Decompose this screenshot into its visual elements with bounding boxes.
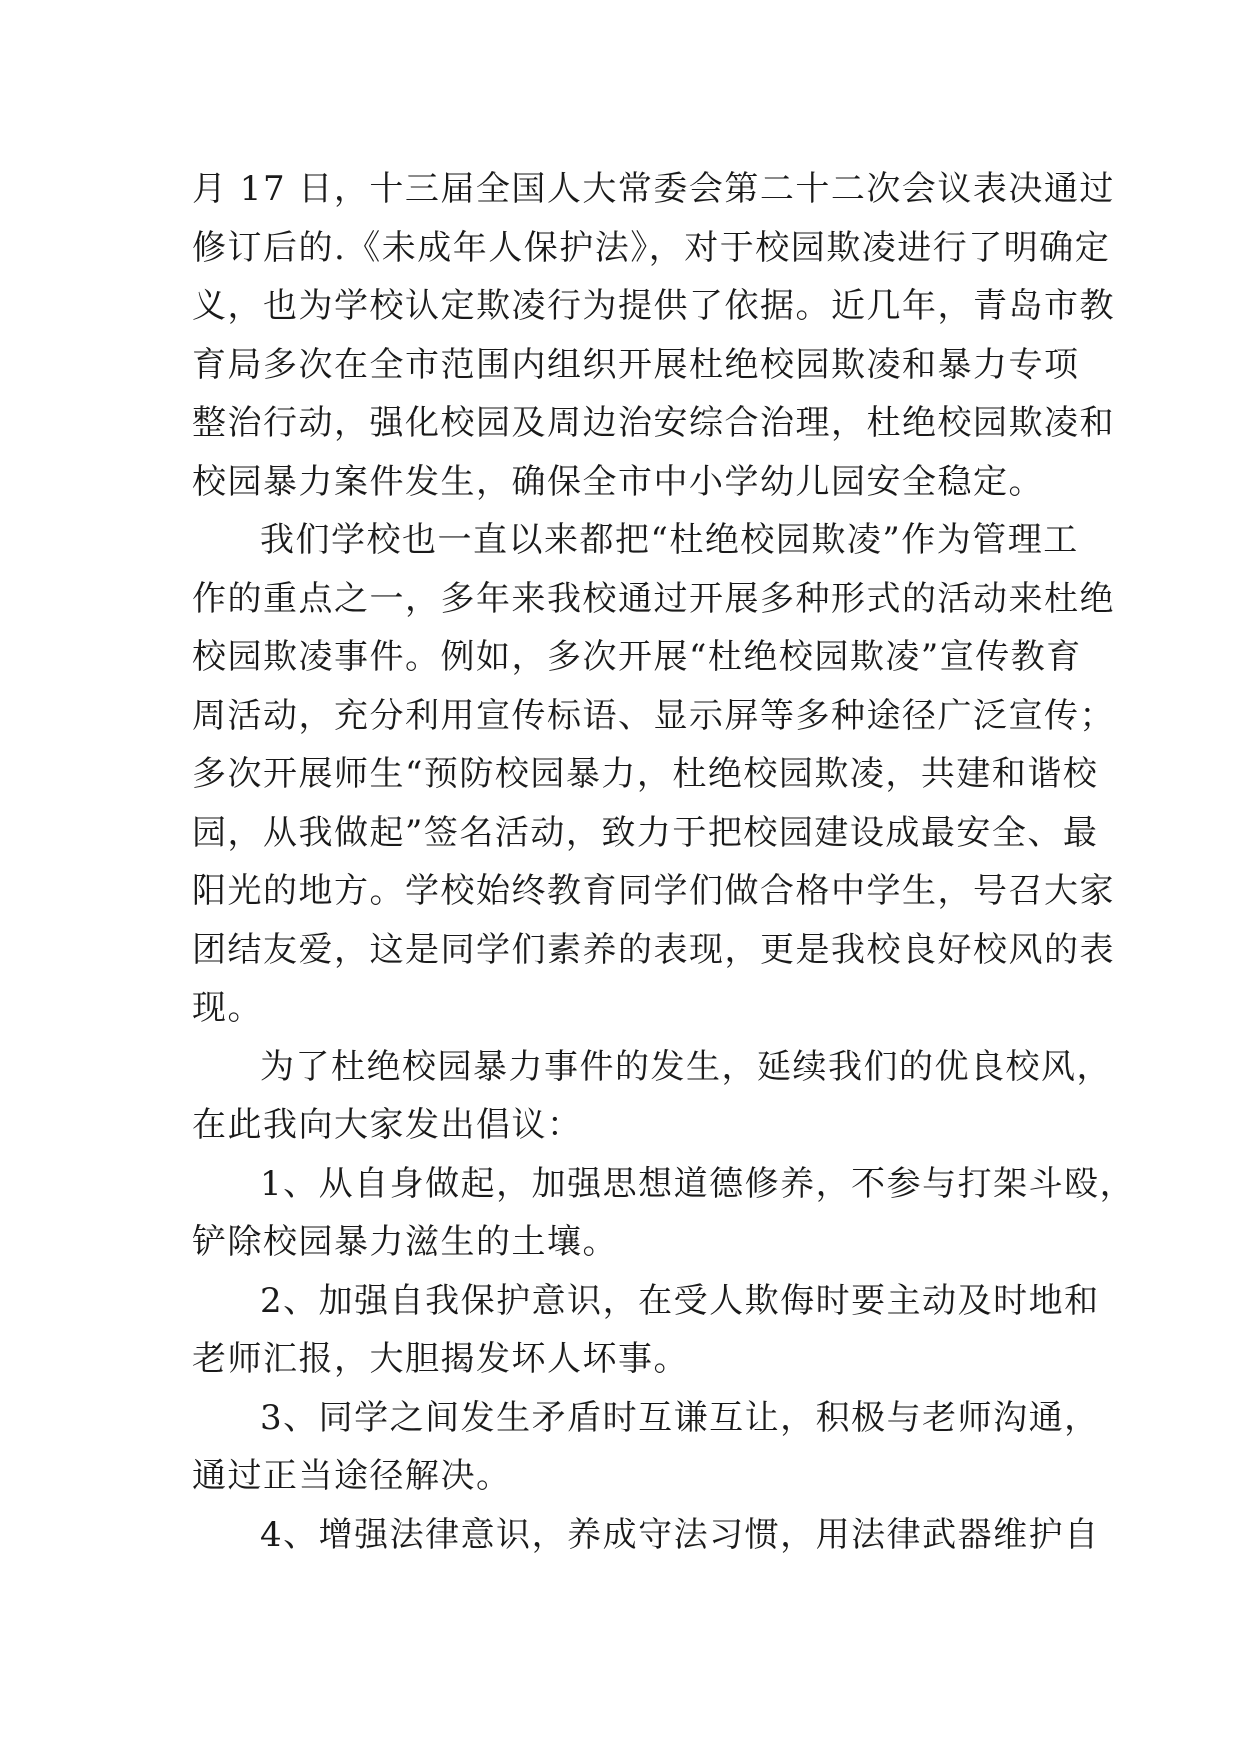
text-line: 团结友爱，这是同学们素养的表现，更是我校良好校风的表 bbox=[192, 929, 1115, 970]
text-line: 多次开展师生“预防校园暴力，杜绝校园欺凌，共建和谐校 bbox=[192, 754, 1099, 794]
text-line: 修订后的.《未成年人保护法》，对于校园欺凌进行了明确定 bbox=[192, 227, 1111, 268]
text-line: 为了杜绝校园暴力事件的发生，延续我们的优良校风， bbox=[260, 1046, 1112, 1087]
text-line: 在此我向大家发出倡议： bbox=[192, 1105, 583, 1145]
text-line: 阳光的地方。学校始终教育同学们做合格中学生，号召大家 bbox=[192, 871, 1115, 911]
text-line: 2、加强自我保护意识，在受人欺侮时要主动及时地和 bbox=[260, 1280, 1100, 1321]
text-line: 整治行动，强化校园及周边治安综合治理，杜绝校园欺凌和 bbox=[192, 403, 1115, 443]
text-line: 园，从我做起”签名活动，致力于把校园建设成最安全、最 bbox=[192, 812, 1099, 853]
text-line: 作的重点之一，多年来我校通过开展多种形式的活动来杜绝 bbox=[192, 578, 1115, 619]
text-line: 月 17 日，十三届全国人大常委会第二十二次会议表决通过 bbox=[192, 169, 1115, 209]
document-page bbox=[192, 160, 1136, 1564]
text-line: 通过正当途径解决。 bbox=[192, 1456, 512, 1496]
document-body bbox=[192, 160, 1136, 1564]
text-line: 校园暴力案件发生，确保全市中小学幼儿园安全稳定。 bbox=[192, 461, 1044, 502]
text-line: 铲除校园暴力滋生的土壤。 bbox=[192, 1222, 618, 1262]
text-line: 我们学校也一直以来都把“杜绝校园欺凌”作为管理工 bbox=[260, 520, 1079, 560]
text-line: 老师汇报，大胆揭发坏人坏事。 bbox=[192, 1339, 689, 1379]
text-line: 周活动，充分利用宣传标语、显示屏等多种途径广泛宣传； bbox=[192, 695, 1115, 736]
text-line: 义，也为学校认定欺凌行为提供了依据。近几年，青岛市教 bbox=[192, 286, 1115, 326]
text-line: 3、同学之间发生矛盾时互谦互让，积极与老师沟通， bbox=[260, 1397, 1100, 1438]
text-line: 4、增强法律意识，养成守法习惯，用法律武器维护自 bbox=[260, 1514, 1100, 1555]
text-line: 校园欺凌事件。例如，多次开展“杜绝校园欺凌”宣传教育 bbox=[192, 637, 1082, 677]
text-line: 育局多次在全市范围内组织开展杜绝校园欺凌和暴力专项 bbox=[192, 344, 1080, 385]
text-line: 现。 bbox=[192, 988, 263, 1028]
text-line: 1、从自身做起，加强思想道德修养，不参与打架斗殴， bbox=[260, 1163, 1136, 1204]
